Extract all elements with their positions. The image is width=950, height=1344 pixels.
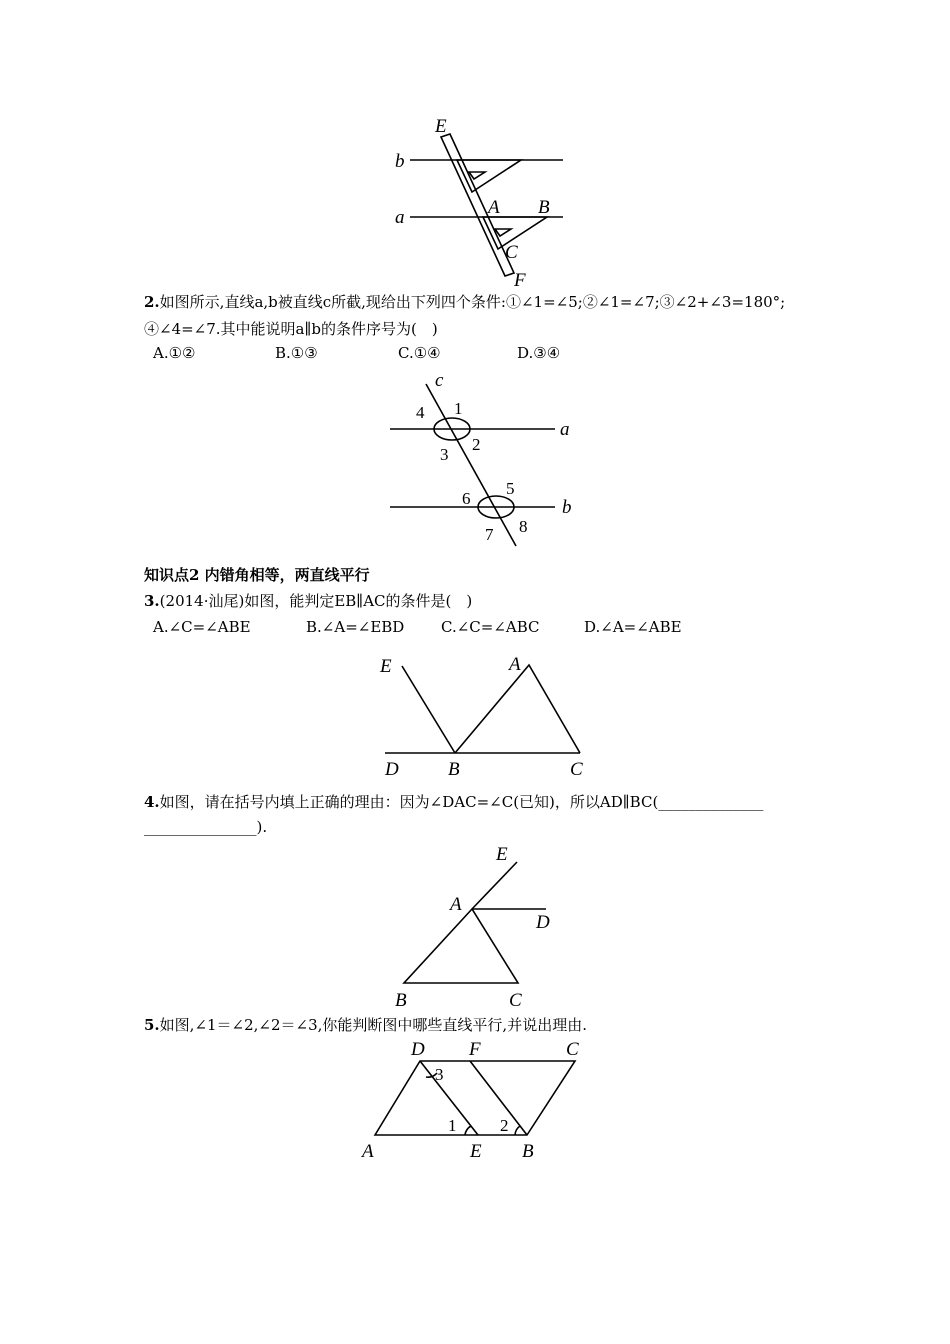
label-D: D [536,912,550,933]
label-B: B [395,990,407,1011]
set-square-lower-hole [495,229,511,236]
angle-7: 7 [485,525,494,544]
label-A: A [488,197,500,218]
line-c [426,384,516,546]
section-title: 知识点2 内错角相等，两直线平行 [144,566,370,584]
label-C: C [566,1039,579,1060]
angle-8: 8 [519,517,528,536]
label-F: F [514,270,526,290]
figure-transversal [380,370,590,555]
label-A: A [509,654,521,675]
q4-line2: _______________). [144,818,268,836]
label-B: B [448,759,460,780]
triangle-abc [404,909,518,983]
angle-3: 3 [440,445,449,464]
q3-option-d: D.∠A=∠ABE [584,618,682,636]
q4-number: 4. [144,793,160,811]
q2-option-a: A.①② [153,344,196,362]
label-A: A [450,894,462,915]
angle-1: 1 [448,1116,457,1135]
angle-arc-1 [465,1126,471,1135]
label-B: B [522,1141,534,1162]
label-C: C [570,759,583,780]
q2-line2: ④∠4=∠7.其中能说明a∥b的条件序号为( ) [144,320,438,338]
set-square-upper-hole [469,172,485,179]
q2-option-b: B.①③ [275,344,318,362]
angle-4: 4 [416,403,425,422]
q3-number: 3. [144,592,160,610]
label-E: E [470,1141,482,1162]
q2-option-c: C.①④ [398,344,441,362]
q3-option-b: B.∠A=∠EBD [306,618,405,636]
angle-6: 6 [462,489,471,508]
label-A: A [362,1141,374,1162]
angle-2: 2 [472,435,481,454]
label-C: C [509,990,522,1011]
label-b: b [395,151,405,172]
label-F: F [469,1039,481,1060]
figure-eb-ac [370,650,600,785]
angle-3: 3 [435,1065,444,1084]
figure-ad-bc [390,840,570,1015]
q2-option-d: D.③④ [517,344,561,362]
label-C: C [505,242,518,263]
angle-1: 1 [454,399,463,418]
q4-line1: 4.如图，请在括号内填上正确的理由：因为∠DAC=∠C(已知)，所以AD∥BC(______________ [144,793,764,811]
label-E: E [496,844,508,865]
figure-parallelogram [355,1035,595,1165]
ruler-ef [441,134,514,276]
label-E: E [435,116,447,137]
q3-option-c: C.∠C=∠ABC [441,618,540,636]
segment-fb [470,1061,527,1135]
angle-arc-2 [515,1126,520,1135]
q5-number: 5. [144,1016,160,1034]
label-c: c [435,370,444,391]
set-square-upper [457,160,521,192]
q3-option-a: A.∠C=∠ABE [153,618,251,636]
label-b: b [562,497,572,518]
label-E: E [380,656,392,677]
ray-ae [472,862,517,909]
segment-eb [402,666,455,753]
angle-2: 2 [500,1116,509,1135]
figure-set-square [380,110,580,290]
label-D: D [385,759,399,780]
q3-text: 3.(2014·汕尾)如图，能判定EB∥AC的条件是( ) [144,592,473,610]
q2-line1: 2.如图所示,直线a,b被直线c所截,现给出下列四个条件:①∠1=∠5;②∠1=∠7;③∠2+∠3=180°; [144,293,786,311]
q5-text: 5.如图,∠1＝∠2,∠2＝∠3,你能判断图中哪些直线平行,并说出理由. [144,1016,587,1034]
label-a: a [560,419,570,440]
label-B: B [538,197,550,218]
angle-5: 5 [506,479,515,498]
q2-number: 2. [144,293,160,311]
parallelogram-adcb [375,1061,575,1135]
label-D: D [411,1039,425,1060]
segment-ba-ac [455,665,580,753]
label-a: a [395,207,405,228]
